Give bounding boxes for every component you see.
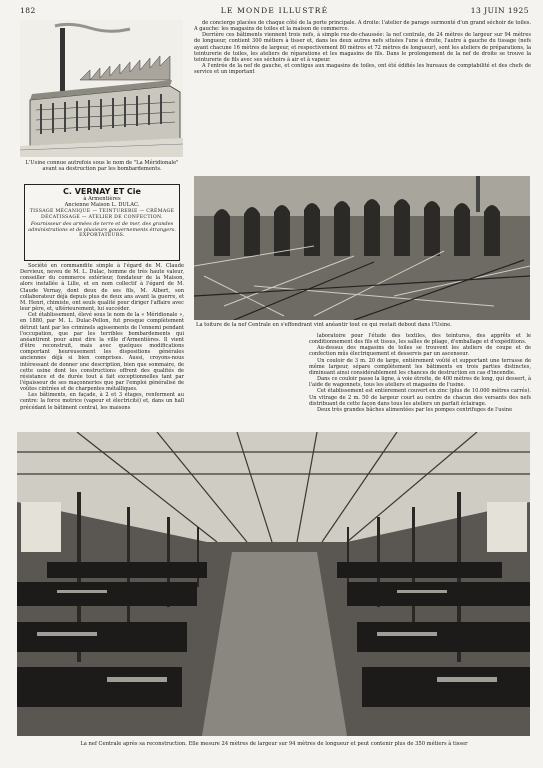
ruined-roof-photo	[194, 176, 530, 320]
company-advert	[24, 184, 180, 261]
advert-services-2: DÉCATISSAGE — ATELIER DE CONFECTION.	[41, 214, 163, 220]
advert-services-1: TISSAGE MÉCANIQUE — TEINTURERIE — CRÉMAGE	[29, 208, 175, 214]
advert-export: EXPORTATEURS.	[79, 232, 125, 238]
advert-former-name: Ancienne Maison L. DULAC.	[64, 202, 140, 209]
issue-date: 13 JUIN 1925	[470, 6, 529, 15]
caption-roof-collapse: La toiture de la nef Centrale en s'effondrant vint anéantir tout ce qui restait debout dans l'Usine.	[196, 322, 452, 328]
magazine-title: LE MONDE ILLUSTRÉ	[220, 6, 329, 15]
left-paragraph-3: Les bâtiments, en façade, à 2 et 3 étages, renferment au centre: la force motrice (vapeur et électricité) et, dans un hall précédant le bâtiment central, les maisons	[20, 392, 184, 411]
page-header	[20, 6, 529, 18]
right-mid-paragraph-3: Un couloir de 3 m. 20 de large, entièrement voûté et supportant une terrasse de même largeur, sépare complètement les bâtiments en trois parties distinctes, diminuant ainsi considérablement les chances de destruction en cas d'incendie.	[309, 357, 531, 376]
weaving-hall-photo	[17, 432, 530, 736]
right-top-paragraph-1: de concierge placées de chaque côté de la porte principale. A droite: l'atelier de parage surmonté d'un grand séchoir de toiles. A gauche: les magasins de toiles et la maison de commerce.	[194, 20, 531, 33]
right-mid-paragraph-6: Deux très grandes bâches alimentées par les pompes centrifuges de l'usine	[317, 406, 513, 413]
right-mid-paragraph-4: Dans ce couloir passe la ligne, à voie étroite, de 400 mètres de long, qui dessert, à l'aide de wagonnets, tous les ateliers et magasins de l'usine.	[309, 376, 531, 389]
right-middle-text	[309, 333, 531, 413]
advert-company-name: C. VERNAY ET Cie	[63, 187, 141, 196]
advert-supplier-note: Fournisseur des armées de terre et de mer, des grandes administrations et de plusieurs gouvernements étrangers.	[28, 220, 176, 233]
right-top-text	[194, 20, 531, 75]
right-top-paragraph-2: Derrière ces bâtiments viennent trois nefs, à simple rez-de-chaussée: la nef centrale, de 24 mètres de largeur sur 94 mètres de longueur, contient 300 métiers à tisser et, dans les deux autres nefs situées l'une à droite, l'autre à gauche du tissage (nefs ayant chacune 16 mètres de largeur, et respectivement 80 mètres et 72 mètres de longueur), sont les ateliers de préparations, la teinturerie de toiles, les ateliers de réparations et les magasins de fils. Dans le prolongement de la nef de droite se trouve la teinturerie de fils avec ses séchoirs à air et à vapeur.	[194, 32, 531, 63]
right-mid-paragraph-2: Au-dessus des magasins de toiles se trouvent les ateliers de coupe et de confection mûs électriquement et desservis par un ascenseur.	[309, 345, 531, 358]
right-top-paragraph-3: A l'entrée de la nef de gauche, et contigus aux magasins de toiles, ont été édifiés les bureaux de comptabilité et des chefs de service et un important	[194, 63, 531, 76]
left-paragraph-1: Société en commandite simple à l'égard de M. Claude Dervieux, neveu de M. L. Dulac, homme de très haute valeur, conseiller du commerce extérieur, fondateur de la Maison, alors installée à Lille, et en nom collectif à l'égard de M. Claude Vernay, dont deux de ses fils, M. Albert, son collaborateur déjà depuis plus de deux ans avant la guerre, et M. Henri, chimiste, ont seuls qualité pour diriger l'affaire avec leur père, et, ultérieurement, lui succéder.	[20, 263, 184, 313]
right-mid-paragraph-5: Cet établissement est entièrement couvert en zinc (plus de 10.000 mètres carrés). Un vitrage de 2 m. 50 de largeur court au centre de chacun des versants des nefs distribuant de cette façon dans tous les ateliers un parfait éclairage.	[309, 388, 531, 407]
caption-old-factory: L'Usine connue autrefois sous le nom de "La Méridionale" avant sa destruction par les bombardements.	[25, 160, 179, 173]
page-number: 182	[20, 6, 36, 15]
right-mid-paragraph-1: laboratoire pour l'étude des textiles, des teintures, des apprêts et le conditionnement des fils et tissus, les salles de pliage, d'emballage et d'expéditions.	[309, 333, 531, 346]
advert-location: à Armentières	[83, 196, 121, 202]
factory-engraving	[20, 20, 183, 157]
left-column-text	[20, 263, 184, 411]
caption-weaving-hall: La nef Centrale après sa reconstruction. Elle mesure 24 mètres de largeur sur 94 mètres de longueur et peut contenir plus de 350 métiers à tisser	[80, 741, 468, 747]
left-paragraph-2: Cet établissement, élevé sous le nom de la « Méridionale », en 1880, par M. L. Dulac-Pellon, fut presque complètement détruit tant par les criminels agissements de l'ennemi pendant l'occupation, que par les terribles bombardements qui anéantirent pour ainsi dire la ville d'Armentières. Il vient d'être reconstruit, mais avec quelques modifications comportant heureusement les dispositions générales anciennes déjà si bien comprises. Aussi, croyons-nous intéressant de donner une description, bien que sommaire, de cette usine dont les constructions offrent des qualités de résistance et de durée tout à fait exceptionnelles tant par l'épaisseur de ses maçonneries que par l'emploi généralisé de voûtes cintrées et de charpentes métalliques.	[20, 312, 184, 393]
